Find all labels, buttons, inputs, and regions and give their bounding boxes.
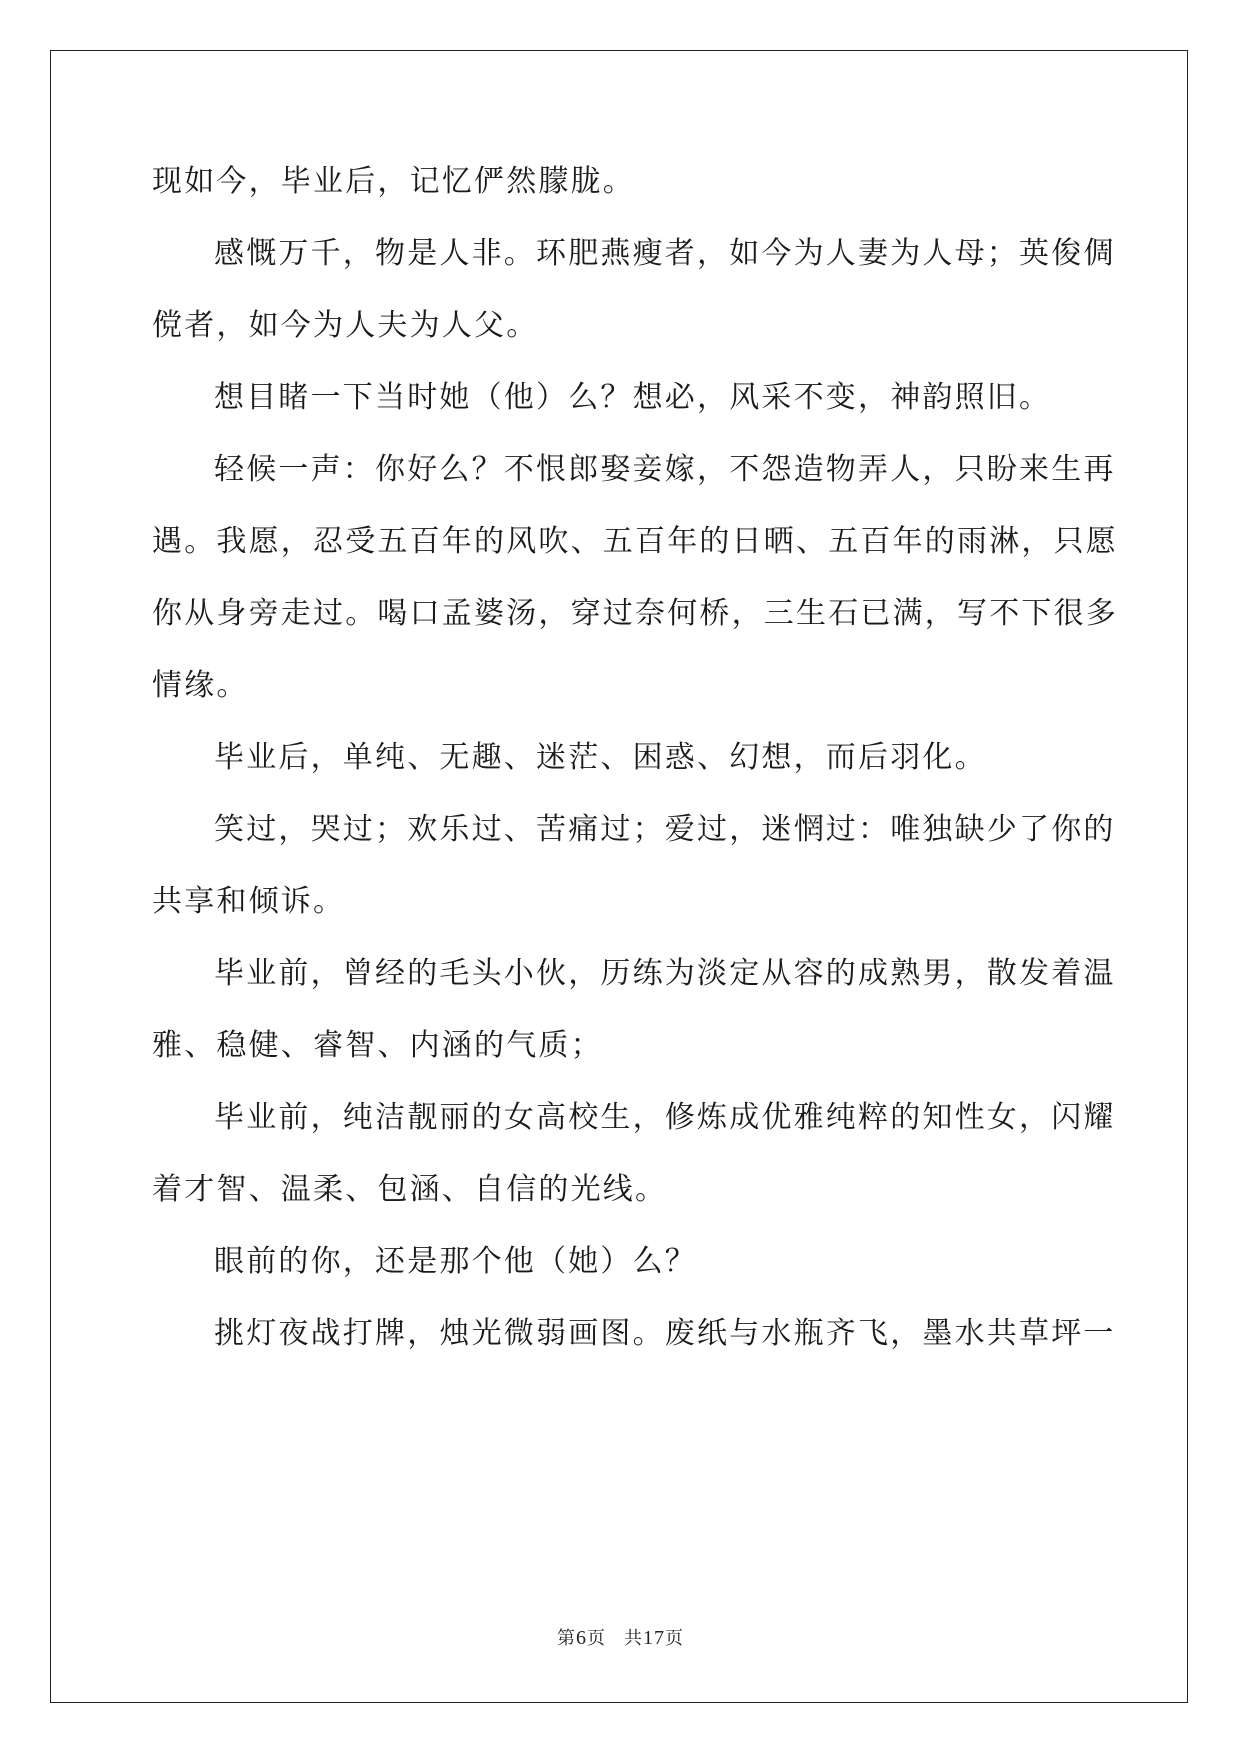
text-line: 挑灯夜战打牌，烛光微弱画图。废纸与水瓶齐飞，墨水共草坪一 (214, 1316, 1116, 1351)
text-line: 毕业前，曾经的毛头小伙，历练为淡定从容的成熟男，散发着温 (214, 956, 1116, 991)
page-border (50, 50, 1188, 1703)
total-suffix: 页 (665, 1628, 684, 1649)
text-line: 雅、稳健、睿智、内涵的气质； (152, 1028, 603, 1063)
total-pages: 17 (643, 1627, 665, 1649)
text-line: 感慨万千，物是人非。环肥燕瘦者，如今为人妻为人母；英俊倜 (214, 236, 1116, 271)
text-line: 毕业后，单纯、无趣、迷茫、困惑、幻想，而后羽化。 (214, 740, 987, 775)
text-line: 你从身旁走过。喝口孟婆汤，穿过奈何桥，三生石已满，写不下很多 (152, 596, 1118, 631)
text-line: 眼前的你，还是那个他（她）么？ (214, 1244, 697, 1279)
page-suffix: 页 (587, 1628, 606, 1649)
text-line: 毕业前，纯洁靓丽的女高校生，修炼成优雅纯粹的知性女，闪耀 (214, 1100, 1116, 1135)
text-line: 笑过，哭过；欢乐过、苦痛过；爱过，迷惘过：唯独缺少了你的 (214, 812, 1116, 847)
page-prefix: 第 (557, 1628, 576, 1649)
text-line: 想目睹一下当时她（他）么？想必，风采不变，神韵照旧。 (214, 380, 1052, 415)
page-footer (0, 1624, 1241, 1650)
page-number: 6 (576, 1627, 587, 1649)
text-line: 情缘。 (152, 668, 249, 703)
text-line: 轻候一声：你好么？不恨郎娶妾嫁，不怨造物弄人，只盼来生再 (214, 452, 1116, 487)
text-line: 遇。我愿，忍受五百年的风吹、五百年的日晒、五百年的雨淋，只愿 (152, 524, 1118, 559)
total-prefix: 共 (624, 1628, 643, 1649)
text-line: 共享和倾诉。 (152, 884, 346, 919)
text-line: 现如今，毕业后，记忆俨然朦胧。 (152, 164, 635, 199)
text-line: 着才智、温柔、包涵、自信的光线。 (152, 1172, 668, 1207)
text-line: 傥者，如今为人夫为人父。 (152, 308, 539, 343)
